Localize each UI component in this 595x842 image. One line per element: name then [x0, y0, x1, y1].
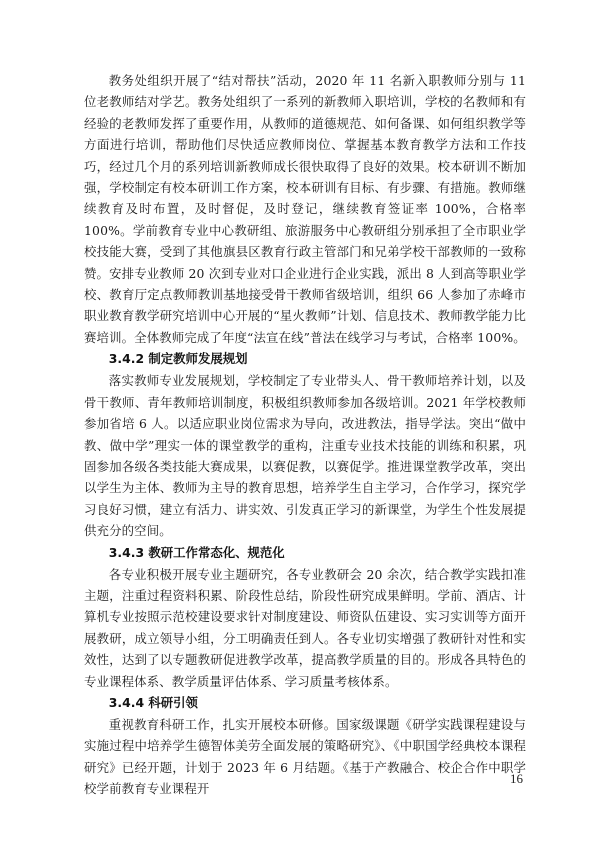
section-heading-3-4-3: 3.4.3 教研工作常态化、规范化 — [108, 544, 285, 560]
paragraph-teacher-development: 落实教师专业发展规划，学校制定了专业带头人、骨干教师培养计划，以及骨干教师、青年教师培训制度，积极组织教师参加各级培训。2021 年学校教师参加省培 6 人。以适应职业岗位需求为导向，改进教法，指导学法。突出“做中教、做中学”理实一体的课堂教学的重构，注重专业技术技能的训练和积累，巩固参加各级各类技能大赛成果，以赛促教，以赛促学。推进课堂教学改革，突出以学生为主体、教师为主导的教育思想，培养学生自主学习，合作学习，探究学习良好习惯，建立有活力、讲实效、引发真正学习的新课堂，为学生个性发展提供充分的空间。 — [84, 373, 526, 539]
page-number: 16 — [510, 771, 523, 786]
paragraph-teacher-training: 教务处组织开展了“结对帮扶”活动，2020 年 11 名新入职教师分别与 11 位老教师结对学艺。教务处组织了一系列的新教师入职培训，学校的名教师和有经验的老教师发挥了重要作用，从教师的道德规范、如何备课、如何组织教学等方面进行培训，帮助他们尽快适应教师岗位、掌握基本教育教学方法和工作技巧，经过几个月的系列培训新教师成长很快取得了良好的效果。校本研训不断加强，学校制定有校本研训工作方案，校本研训有目标、有步骤、有措施。教师继续教育及时布置，及时督促，及时登记，继续教育签证率 100%，合格率 100%。学前教育专业中心教研组、旅游服务中心教研组分别承担了全市职业学校技能大赛，受到了其他旗县区教育行政主管部门和兄弟学校干部教师的一致称赞。安排专业教师 20 次到专业对口企业进行企业实践，派出 8 人到高等职业学校、教育厅定点教师教训基地接受骨干教师省级培训，组织 66 人参加了赤峰市职业教育教学研究培训中心开展的“星火教师”计划、信息技术、教师教学能力比赛培训。全体教师完成了年度“法宣在线”普法在线学习与考试，合格率 100%。 — [84, 73, 526, 345]
document-body — [84, 70, 526, 800]
section-heading-3-4-2: 3.4.2 制定教师发展规划 — [108, 351, 248, 367]
section-heading-3-4-4: 3.4.4 科研引领 — [108, 694, 198, 710]
paragraph-research-projects: 重视教育科研工作，扎实开展校本研修。国家级课题《研学实践课程建设与实施过程中培养学生德智体美劳全面发展的策略研究》、《中职国学经典校本课程研究》已经开题，计划于 2023 年 6 月结题。《基于产教融合、校企合作中职学校学前教育专业课程开 — [84, 716, 526, 797]
paragraph-teaching-research: 各专业积极开展专业主题研究，各专业教研会 20 余次，结合教学实践扣准主题，注重过程资料积累、阶段性总结，阶段性研究成果鲜明。学前、酒店、计算机专业按照示范校建设要求针对制度建设、师资队伍建设、实习实训等方面开展教研，成立领导小组，分工明确责任到人。各专业切实增强了教研针对性和实效性，达到了以专题教研促进教学改革，提高教学质量的目的。形成各具特色的专业课程体系、教学质量评估体系、学习质量考核体系。 — [84, 566, 526, 689]
